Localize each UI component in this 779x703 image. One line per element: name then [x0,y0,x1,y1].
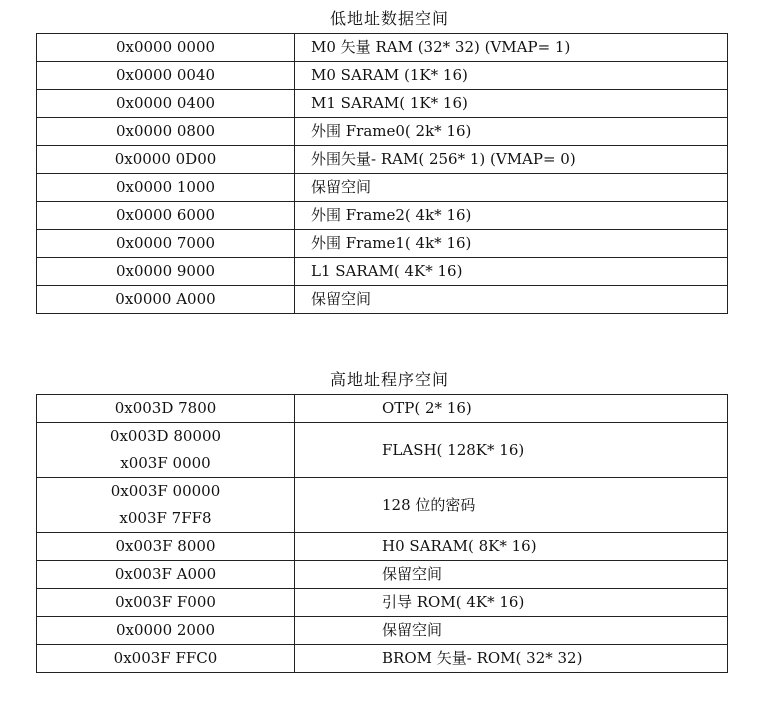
address-cell [37,533,295,561]
table-row [37,258,728,286]
table-row [37,62,728,90]
address-line: 0x003F A000 [114,565,217,583]
region-cell: L1 SARAM( 4K* 16) [295,258,728,286]
address-line: 0x003F F000 [115,593,216,611]
table-row [37,589,728,617]
region-cell: 外围 Frame1( 4k* 16) [295,230,728,258]
address-cell: 0x0000 6000 [37,202,295,230]
high-address-program-space-title: 高地址程序空间 [329,370,449,389]
table-row [37,617,728,645]
address-cell: 0x0000 0800 [37,118,295,146]
table-row [37,395,728,423]
table-row [37,561,728,589]
address-cell: 0x0000 0000 [37,34,295,62]
region-cell: M0 SARAM (1K* 16) [295,62,728,90]
region-cell: M1 SARAM( 1K* 16) [295,90,728,118]
region-cell: 保留空间 [295,174,728,202]
address-cell [37,423,295,478]
address-cell [37,561,295,589]
address-cell [37,478,295,533]
table-row [37,478,728,533]
table-row [37,174,728,202]
region-cell: 128 位的密码 [295,478,728,533]
table-row [37,423,728,478]
high-address-memory-table [36,394,728,673]
table-row [37,146,728,174]
address-line: x003F 0000 [120,454,211,472]
table-row [37,230,728,258]
table-row [37,645,728,673]
region-cell: OTP( 2* 16) [295,395,728,423]
region-cell: 外围 Frame2( 4k* 16) [295,202,728,230]
low-address-memory-table [36,33,728,314]
region-cell: M0 矢量 RAM (32* 32) (VMAP= 1) [295,34,728,62]
address-line: 0x003F 8000 [115,537,216,555]
address-line: x003F 7FF8 [119,509,212,527]
address-line: 0x0000 2000 [115,621,216,639]
table-row [37,118,728,146]
address-cell: 0x0000 9000 [37,258,295,286]
region-cell: 保留空间 [295,561,728,589]
table-row [37,90,728,118]
region-cell: 外围矢量- RAM( 256* 1) (VMAP= 0) [295,146,728,174]
table-row [37,533,728,561]
address-cell: 0x0000 A000 [37,286,295,314]
address-cell [37,645,295,673]
region-cell: BROM 矢量- ROM( 32* 32) [295,645,728,673]
table-row [37,286,728,314]
region-cell: FLASH( 128K* 16) [295,423,728,478]
region-cell: 保留空间 [295,617,728,645]
region-cell: 保留空间 [295,286,728,314]
address-cell [37,589,295,617]
address-cell [37,395,295,423]
address-cell: 0x0000 1000 [37,174,295,202]
region-cell: H0 SARAM( 8K* 16) [295,533,728,561]
low-address-data-space-title: 低地址数据空间 [329,9,449,28]
table-row [37,34,728,62]
address-line: 0x003D 7800 [114,399,217,417]
address-cell: 0x0000 0040 [37,62,295,90]
region-cell: 引导 ROM( 4K* 16) [295,589,728,617]
address-cell: 0x0000 0400 [37,90,295,118]
region-cell: 外围 Frame0( 2k* 16) [295,118,728,146]
address-line: 0x003F 00000 [110,482,221,500]
address-line: 0x003F FFC0 [113,649,218,667]
address-cell: 0x0000 0D00 [37,146,295,174]
table-row [37,202,728,230]
address-cell: 0x0000 7000 [37,230,295,258]
address-cell [37,617,295,645]
address-line: 0x003D 80000 [109,427,222,445]
